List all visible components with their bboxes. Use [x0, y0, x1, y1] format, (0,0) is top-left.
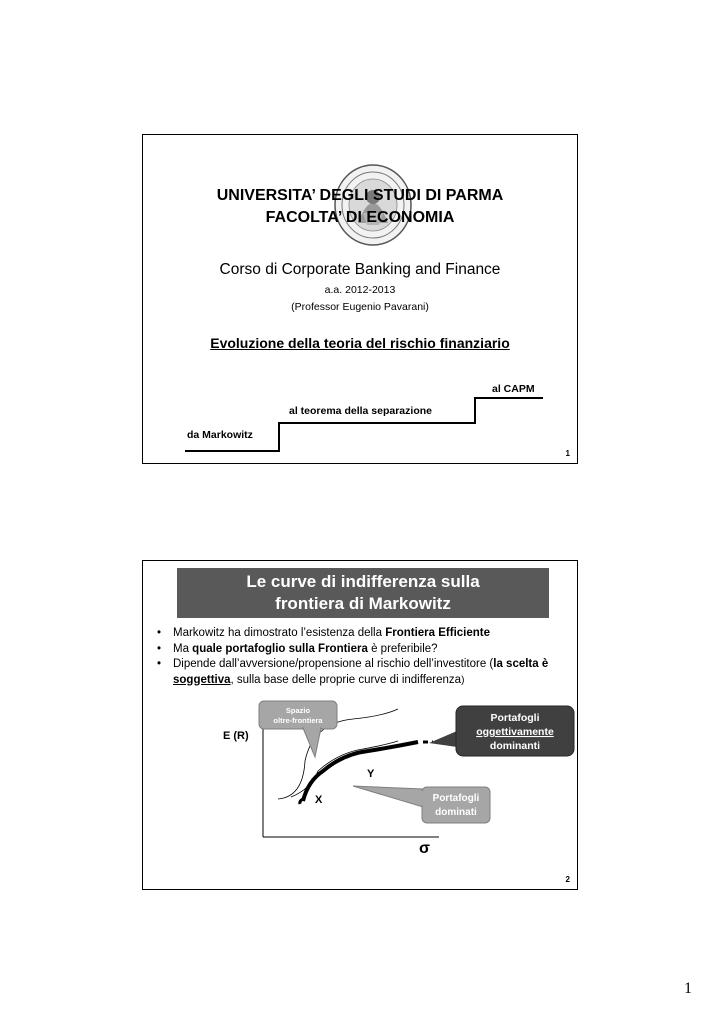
slide-title-line2: frontiera di Markowitz	[275, 594, 451, 613]
step-markowitz: da Markowitz	[187, 429, 253, 441]
svg-text:Spazio: Spazio	[285, 706, 311, 715]
svg-text:Portafogli: Portafogli	[432, 793, 480, 804]
bullet-item-2: • Ma quale portafoglio sulla Frontiera è preferibile?	[157, 642, 438, 655]
callout-space-beyond-frontier	[259, 701, 337, 757]
x-axis-label: σ	[419, 840, 430, 857]
svg-text:dominati: dominati	[435, 807, 477, 818]
y-axis-label: E (R)	[223, 730, 249, 742]
evolution-title: Evoluzione della teoria del rischio finanziario	[210, 335, 510, 351]
point-y-label: Y	[367, 768, 375, 780]
svg-text:oltre-frontiera: oltre-frontiera	[273, 716, 323, 725]
callout-dominated-portfolios	[353, 786, 490, 823]
page-number: 1	[684, 980, 692, 997]
svg-text:dominanti: dominanti	[489, 740, 541, 752]
university-name: UNIVERSITA’ DEGLI STUDI DI PARMA	[216, 187, 504, 204]
slide-indifference-curves	[142, 560, 578, 890]
faculty-name: FACOLTA’ DI ECONOMIA	[265, 209, 455, 226]
step-separation-theorem: al teorema della separazione	[289, 405, 432, 417]
svg-text:Portafogli: Portafogli	[490, 712, 540, 724]
professor-name: (Professor Eugenio Pavarani)	[291, 301, 429, 313]
bullet-item-1: • Markowitz ha dimostrato l’esistenza della Frontiera Efficiente	[157, 627, 491, 639]
course-name: Corso di Corporate Banking and Finance	[219, 261, 501, 278]
bullet-item-3: • Dipende dall’avversione/propensione al rischio dell’investitore (la scelta è soggettiva, sulla base delle proprie curve di indifferenza)	[157, 658, 549, 686]
svg-text:oggettivamente: oggettivamente	[476, 726, 554, 738]
academic-year: a.a. 2012-2013	[324, 284, 396, 296]
slide-number: 1	[565, 449, 570, 458]
slide-title	[142, 134, 578, 464]
university-heading	[143, 185, 577, 229]
slide-title-line1: Le curve di indifferenza sulla	[246, 572, 480, 591]
point-x-label: X	[315, 794, 323, 806]
step-capm: al CAPM	[492, 383, 535, 395]
slide-number: 2	[565, 875, 570, 884]
markowitz-frontier-diagram	[143, 561, 579, 891]
callout-dominant-portfolios	[429, 706, 574, 756]
